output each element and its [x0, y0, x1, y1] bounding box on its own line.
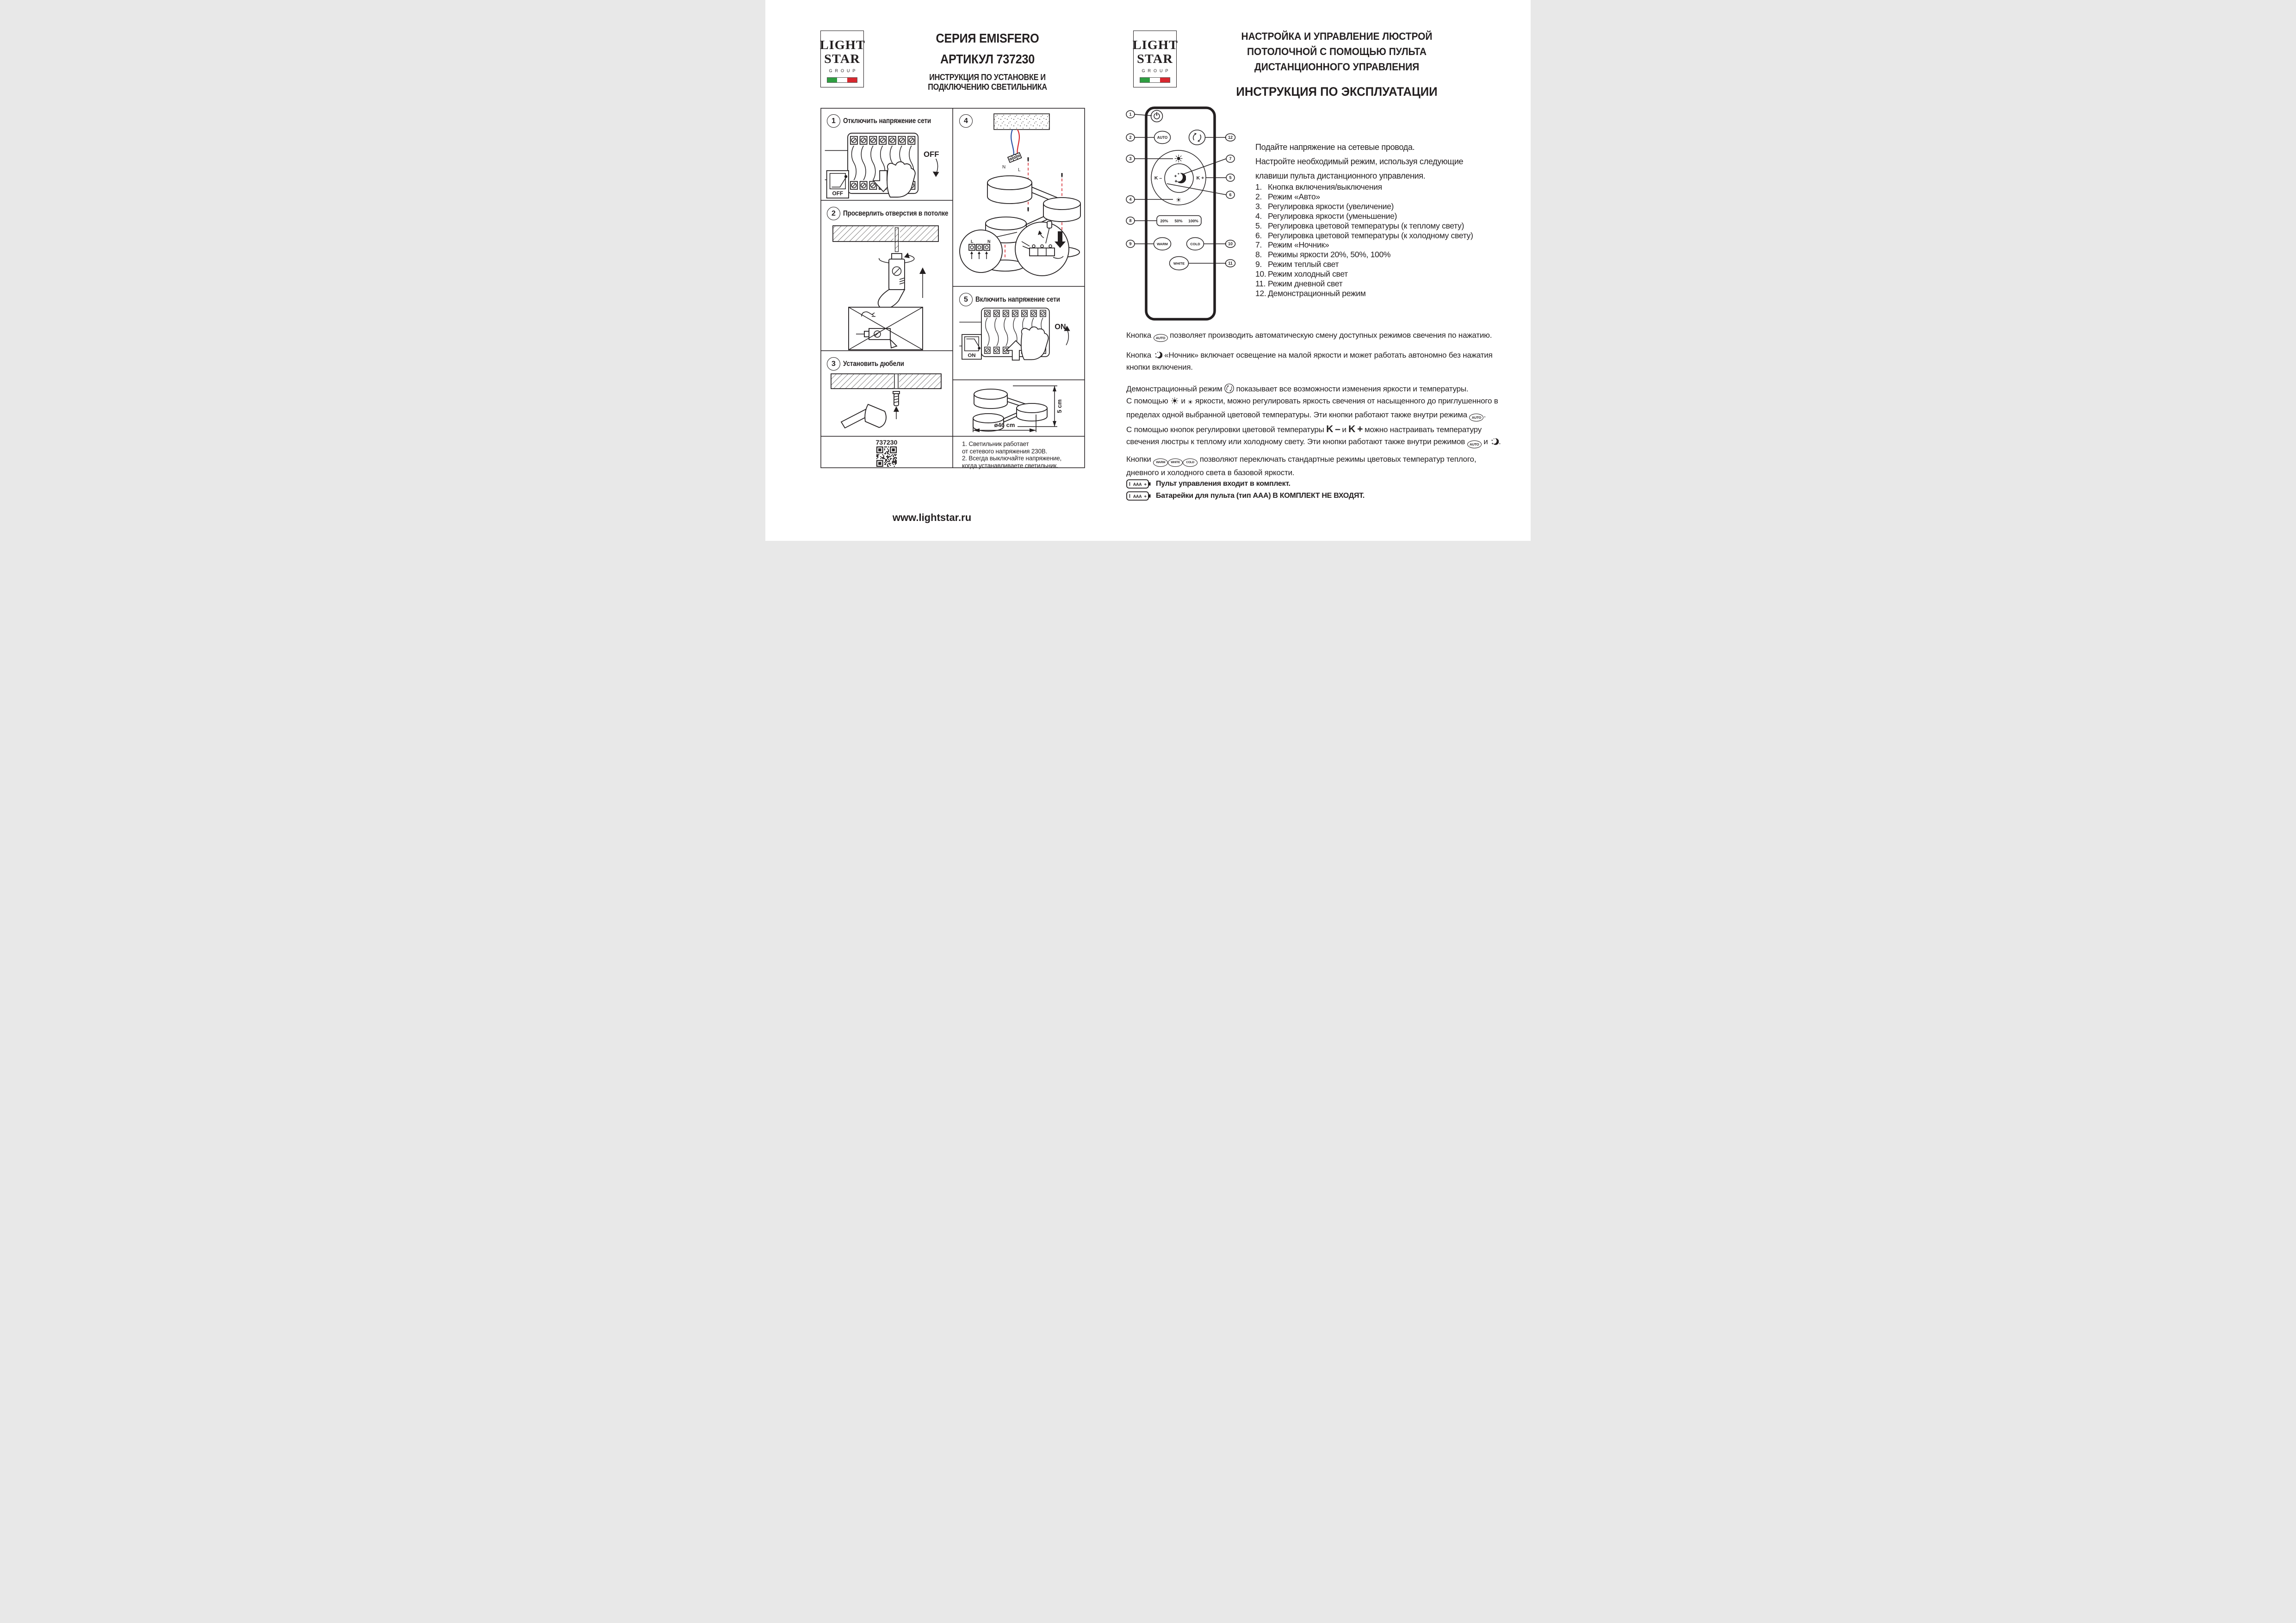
brightness-up-icon: ☀ [1173, 153, 1184, 165]
svg-text:3: 3 [1129, 156, 1132, 161]
batteries-not-included-note: Батарейки для пульта (тип AAA) В КОМПЛЕКТ НЕ ВХОДЯТ. [1126, 491, 1365, 501]
auto-button-icon: AUTO [1467, 440, 1482, 448]
list-item: 6. Регулировка цветовой температуры (к холодному свету) [1255, 230, 1473, 240]
list-item: 12. Демонстрационный режим [1255, 288, 1366, 298]
right-page-title: НАСТРОЙКА И УПРАВЛЕНИЕ ЛЮСТРОЙ ПОТОЛОЧНОЙ С ПОМОЩЬЮ ПУЛЬТА ДИСТАНЦИОННОГО УПРАВЛЕНИЯ [1241, 31, 1433, 73]
logo-group: GROUP [829, 68, 858, 73]
demo-mode-description: Демонстрационный режим показывает все возможности изменения яркости и температуры. [1126, 384, 1469, 393]
battery-icon [1126, 491, 1151, 501]
remote-included-note: Пульт управления входит в комплект. [1126, 479, 1291, 489]
svg-text:9: 9 [1129, 242, 1132, 246]
logo-light: LIGHT [819, 38, 865, 52]
step4-illustration [954, 111, 1084, 282]
remote-control-diagram [1124, 106, 1237, 322]
battery-icon [1126, 479, 1151, 489]
website-link[interactable]: www.lightstar.ru [892, 512, 972, 523]
preset-buttons-description: Кнопки WARM WHITE COLD позволяют переключать стандартные режимы цветовых температур теплого, дневного и холодного света в базовой яркости. [1126, 455, 1477, 477]
height-dim-label: 5 cm [1056, 399, 1063, 413]
svg-text:2: 2 [1129, 135, 1132, 140]
white-button-icon: WHITE [1168, 458, 1183, 467]
auto-button-icon: AUTO [1154, 334, 1168, 342]
step5-title: Включить напряжение сети [975, 296, 1060, 304]
step2-title: Просверлить отверстия в потолке [843, 210, 949, 217]
auto-button-icon: AUTO [1469, 414, 1483, 421]
svg-text:7: 7 [1229, 156, 1232, 161]
svg-text:4: 4 [1129, 197, 1132, 202]
recycle-icon [1224, 384, 1234, 393]
step3-number: 3 [827, 357, 840, 371]
svg-text:L: L [971, 239, 974, 244]
list-item: 10. Режим холодный свет [1255, 269, 1348, 279]
svg-text:50%: 50% [1174, 218, 1183, 223]
svg-text:WARM: WARM [1157, 242, 1168, 246]
list-item: 9. Режим теплый свет [1255, 260, 1339, 269]
dowel-icon [893, 391, 900, 406]
night-mode-icon [1174, 173, 1186, 183]
wire-n-label: N [1002, 165, 1006, 170]
safety-notes: 1. Светильник работает от сетевого напряжения 230В. 2. Всегда выключайте напряжение, когда устанавливаете светильник. [962, 440, 1062, 469]
brightness-description: С помощью ☀ и ☀ яркости, можно регулировать яркость свечения от насыщенного до приглушенного в пределах одной выбранной цветовой температуры. Эти кнопки работают также внутри режима AUTO . [1126, 395, 1505, 421]
step4-number: 4 [959, 114, 973, 128]
brightness-down-icon: ☀ [1175, 196, 1182, 204]
svg-text:10: 10 [1228, 242, 1233, 246]
list-item: 4. Регулировка яркости (уменьшение) [1255, 211, 1397, 221]
k-plus-label: K + [1196, 175, 1204, 181]
italy-flag-icon [827, 77, 857, 83]
list-item: 3. Регулировка яркости (увеличение) [1255, 201, 1394, 211]
button-function-list [1255, 182, 1514, 298]
diameter-dim-label: ø46 cm [994, 421, 1015, 428]
svg-text:5: 5 [1229, 175, 1232, 180]
left-page-subtitle: ИНСТРУКЦИЯ ПО УСТАНОВКЕ И ПОДКЛЮЧЕНИЮ СВЕТИЛЬНИКА [928, 73, 1047, 92]
dimensions-diagram [962, 382, 1078, 434]
cold-button-icon: COLD [1183, 458, 1198, 467]
svg-text:20%: 20% [1160, 218, 1168, 223]
terminal-block [1008, 153, 1022, 162]
left-page-title [904, 28, 1071, 69]
k-minus-label: K – [1154, 175, 1162, 181]
off-label: OFF [923, 150, 939, 159]
svg-text:100%: 100% [1188, 218, 1198, 223]
qr-article-number: 737230 [875, 439, 898, 446]
step1-title: Отключить напряжение сети [843, 117, 931, 125]
step5-number: 5 [959, 293, 973, 306]
auto-button-description: Кнопка AUTO позволяет производить автоматическую смену доступных режимов свечения по нажатию. [1126, 329, 1505, 342]
wiring-detail-large [1015, 221, 1069, 276]
lightstar-logo-left [820, 31, 864, 87]
list-item: 2. Режим «Авто» [1255, 192, 1320, 201]
moon-icon [1154, 351, 1162, 359]
night-mode-description: Кнопка «Ночник» включает освещение на малой яркости и может работать автономно без нажатия кнопки включения. [1126, 351, 1493, 372]
svg-text:6: 6 [1229, 192, 1232, 197]
brightness-up-icon: ☀ [1170, 396, 1179, 407]
logo-star: STAR [824, 52, 860, 66]
hammer-icon [841, 404, 886, 428]
step3-illustration [825, 373, 947, 434]
qr-code [876, 446, 897, 467]
color-temperature-description: С помощью кнопок регулировки цветовой температуры K – и K + можно настраивать температуру свечения люстры к теплому или холодному свету. Эти кнопки работают также внутри режимов AUTO и . [1126, 423, 1505, 448]
list-item: 5. Регулировка цветовой температуры (к теплому свету) [1255, 221, 1464, 230]
svg-text:11: 11 [1228, 261, 1233, 266]
switch-inset-on [962, 335, 981, 359]
k-plus-label: K + [1348, 424, 1363, 434]
series-title: СЕРИЯ EMISFERO [936, 31, 1039, 45]
svg-text:AUTO: AUTO [1157, 136, 1168, 140]
off-inset-label: OFF [832, 190, 844, 197]
manual-sheet [765, 0, 1531, 541]
italy-flag-icon [1140, 77, 1170, 83]
switch-inset-off [827, 171, 849, 198]
list-item: 1. Кнопка включения/выключения [1255, 182, 1382, 192]
step1-number: 1 [827, 114, 840, 128]
lightstar-logo-right: LIGHT STAR GROUP [1133, 31, 1177, 87]
article-title: АРТИКУЛ 737230 [940, 52, 1035, 66]
on-label: ON [1055, 322, 1066, 331]
step5-illustration [955, 306, 1083, 364]
step2-number: 2 [827, 207, 840, 220]
svg-text:8: 8 [1129, 218, 1132, 223]
step1-illustration [820, 127, 953, 200]
step2-illustration [825, 224, 947, 352]
svg-text:12: 12 [1228, 135, 1233, 140]
right-page-subtitle: ИНСТРУКЦИЯ ПО ЭКСПЛУАТАЦИИ [1236, 85, 1438, 99]
svg-text:WHITE: WHITE [1173, 261, 1185, 266]
svg-text:N: N [987, 239, 991, 244]
brightness-down-icon: ☀ [1187, 399, 1193, 406]
list-item: 8. Режимы яркости 20%, 50%, 100% [1255, 250, 1391, 260]
svg-text:COLD: COLD [1190, 242, 1200, 246]
list-item: 7. Режим «Ночник» [1255, 240, 1329, 250]
on-inset-label: ON [968, 353, 976, 359]
wire-l-label: L [1018, 167, 1021, 173]
list-item: 11. Режим дневной свет [1255, 279, 1343, 289]
moon-icon [1490, 437, 1499, 446]
prohibited-inset [849, 307, 923, 350]
setup-intro: Подайте напряжение на сетевые провода. Настройте необходимый режим, используя следующие клавиши пульта дистанционного управления. [1255, 142, 1464, 180]
k-minus-label: K – [1326, 424, 1340, 434]
step3-title: Установить дюбели [843, 360, 904, 368]
svg-text:1: 1 [1129, 112, 1132, 117]
warm-button-icon: WARM [1153, 458, 1168, 467]
